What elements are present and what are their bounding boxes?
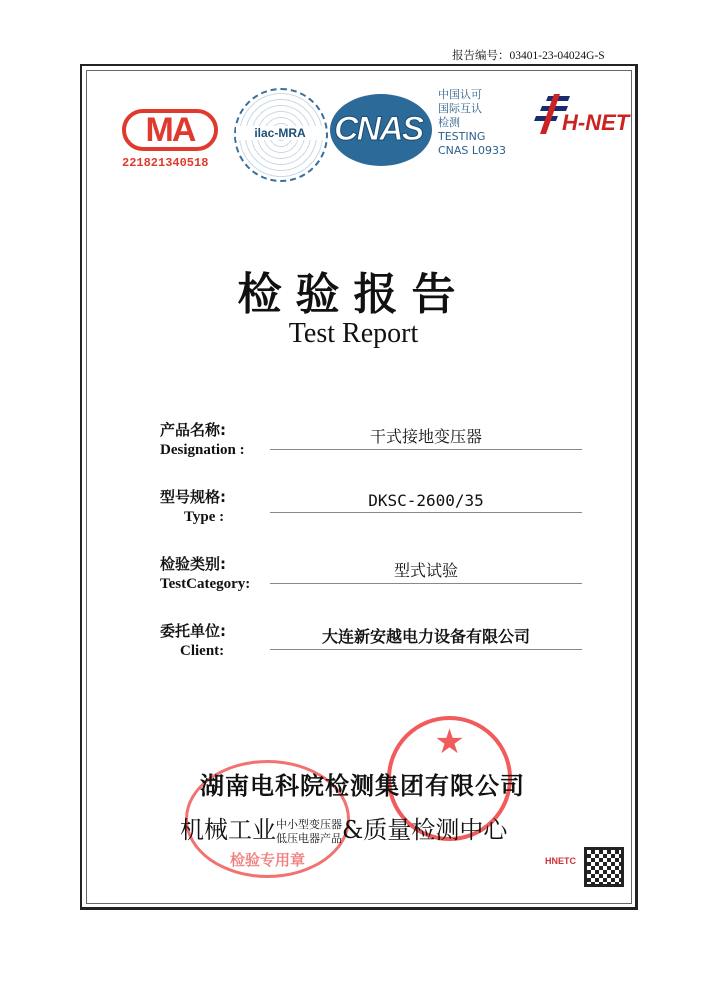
label-cn: 型号规格: xyxy=(160,488,226,506)
label-en: Client: xyxy=(180,643,225,659)
label-en: Type : xyxy=(184,509,225,525)
seal-text: 检验专用章 xyxy=(229,851,305,869)
test-category-label xyxy=(160,554,250,594)
cnas-caption-line: 中国认可 xyxy=(438,88,482,101)
cnas-caption-line: 国际互认 xyxy=(438,102,482,115)
cma-logo xyxy=(122,109,218,151)
label-en: TestCategory: xyxy=(160,576,251,592)
testing-center xyxy=(180,810,507,846)
center-prefix: 机械工业 xyxy=(180,816,276,844)
cnas-caption xyxy=(438,88,506,158)
client-value: 大连新安越电力设备有限公司 xyxy=(270,624,582,650)
cnas-caption-line: CNAS L0933 xyxy=(438,144,507,157)
client-label xyxy=(160,621,226,661)
center-small-top: 中小型变压器 xyxy=(276,817,342,831)
label-en: Designation : xyxy=(160,442,245,458)
designation-label xyxy=(160,420,245,460)
report-number: 报告编号：03401-23-04024G-S xyxy=(452,50,605,62)
seal-star: ★ xyxy=(434,722,465,762)
cnas-caption-line: TESTING xyxy=(438,130,486,143)
label-cn: 检验类别: xyxy=(160,555,226,573)
label-cn: 产品名称: xyxy=(160,421,226,439)
cnas-logo-text: CNAS xyxy=(334,110,423,148)
designation-value: 干式接地变压器 xyxy=(270,424,582,450)
center-suffix: &质量检测中心 xyxy=(342,816,508,844)
label-cn: 委托单位: xyxy=(160,622,226,640)
hnetc-logo: HNETC xyxy=(545,856,576,866)
center-small-bottom: 低压电器产品 xyxy=(276,831,342,845)
test-category-value: 型式试验 xyxy=(270,558,582,584)
type-value: DKSC-2600/35 xyxy=(270,491,582,513)
hnet-logo xyxy=(528,92,638,136)
cnas-caption-line: 检测 xyxy=(438,116,460,129)
issuer-name: 湖南电科院检测集团有限公司 xyxy=(200,772,525,800)
cma-number: 221821340518 xyxy=(122,156,209,170)
qr-code[interactable] xyxy=(584,847,624,887)
cma-logo-text: MA xyxy=(145,111,195,149)
page-subtitle: Test Report xyxy=(288,318,419,349)
type-label xyxy=(160,487,226,527)
ilac-mra-text: ilac-MRA xyxy=(236,126,324,140)
page-title: 检验报告 xyxy=(237,269,470,320)
svg-text:H-NET: H-NET xyxy=(562,110,630,135)
